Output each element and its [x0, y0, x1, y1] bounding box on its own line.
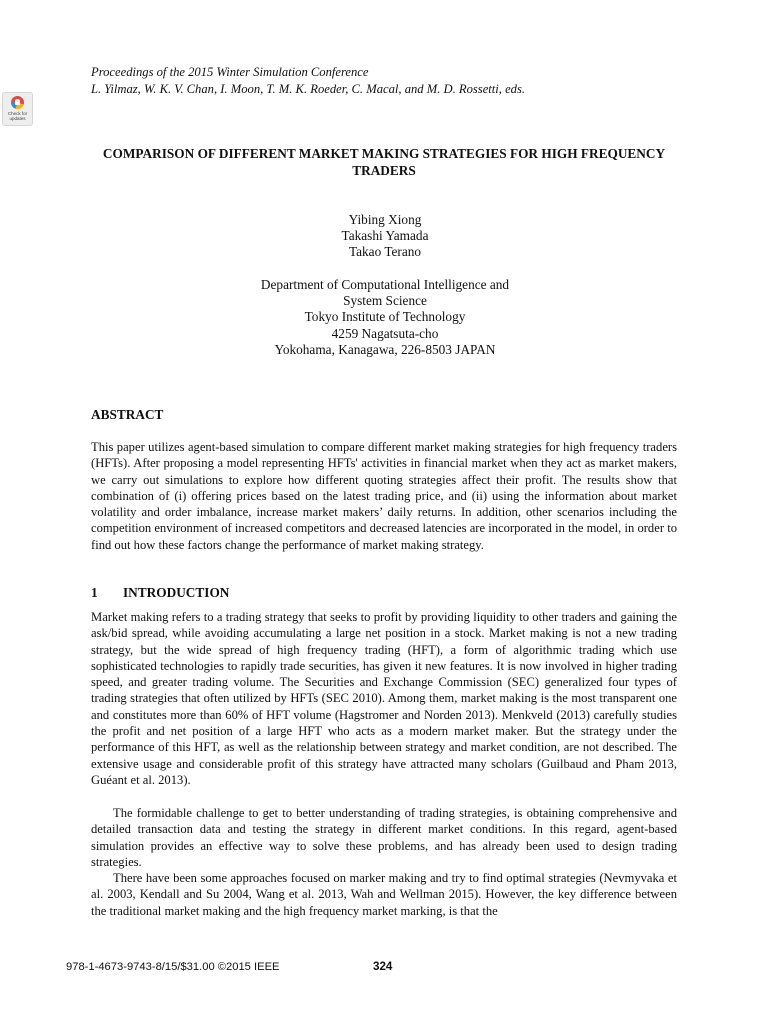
footer-isbn: 978-1-4673-9743-8/15/$31.00 ©2015 IEEE [66, 961, 280, 973]
proceedings-title: Proceedings of the 2015 Winter Simulation Conference [91, 65, 369, 79]
section-number: 1 [91, 585, 98, 600]
author-list [235, 212, 535, 261]
affiliation-line: Department of Computational Intelligence and [260, 277, 510, 292]
abstract-text: This paper utilizes agent-based simulation to compare different market making strategies for high frequency traders (HFTs). After proposing a model representing HFTs' activities in financial market when they act as market makers, we carry out simulations to explore how different quoting strategies affect their profit. The results show that combination of (i) offering prices based on the latest trading price, and (ii) using the information about market volatility and order imbalance, increase market makers’ daily returns. In addition, other scenarios including the competition environment of increased competitors and decreased latencies are incorporated in the model, in order to find out how these factors change the performance of market making strategy. [91, 440, 677, 552]
affiliation-line: System Science [343, 293, 427, 309]
proceedings-header [91, 64, 525, 97]
affiliation-line: Tokyo Institute of Technology [304, 309, 466, 325]
body-paragraph: There have been some approaches focused on marker making and try to find optimal strategies (Nevmyvaka et al. 2003, Kendall and Su 2004, Wang et al. 2013, Wah and Wellman 2015). However, the key difference between the traditional market making and the high frequency market marking, is that the [91, 871, 677, 918]
check-for-updates-label: Check for updates [7, 111, 28, 121]
author-name: Takao Terano [348, 244, 422, 260]
paper-title: COMPARISON OF DIFFERENT MARKET MAKING STRATEGIES FOR HIGH FREQUENCY TRADERS [102, 146, 666, 178]
author-name: Takashi Yamada [341, 228, 429, 244]
section-heading-introduction [91, 585, 229, 601]
page-number: 324 [373, 960, 393, 973]
body-paragraph: Market making refers to a trading strategy that seeks to profit by providing liquidity to other traders and gaining the ask/bid spread, while avoiding accumulating a large net position in a stock. Market making is not a new trading strategy, but the wide spread of high frequency trading (HFT), a form of algorithmic trading which use sophisticated technologies to rapidly trade securities, has given it new features. It is now involved in higher trading speed, and greater trading volume. The Securities and Exchange Commission (SEC) generalized four types of trading strategies that often utilized by HFTs (SEC 2010). Among them, market making is the most transparent one and constitutes more than 60% of HFT volume (Hagstromer and Norden 2013). Menkveld (2013) carefully studies the profit and net position of a large HFT who acts as a modern market maker. But the strategy under the performance of this HFT, as well as the relationship between strategy and market condition, are not described. The extensive usage and considerable profit of this strategy have attracted many scholars (Guilbaud and Pham 2013, Guéant et al. 2013). [91, 610, 677, 787]
body-paragraph: The formidable challenge to get to better understanding of trading strategies, is obtaining comprehensive and detailed transaction data and testing the strategy in different market conditions. In this regard, agent-based simulation provides an effective way to solve these problems, and has already been used to design trading strategies. [91, 806, 677, 869]
affiliation-block [235, 277, 535, 358]
author-name: Yibing Xiong [348, 212, 422, 227]
check-for-updates-icon [11, 96, 24, 109]
check-for-updates-badge[interactable] [2, 92, 33, 126]
affiliation-line: Yokohama, Kanagawa, 226-8503 JAPAN [274, 341, 496, 357]
affiliation-line: 4259 Nagatsuta-cho [331, 325, 439, 341]
section-title: INTRODUCTION [123, 585, 230, 600]
abstract-heading: ABSTRACT [91, 407, 164, 422]
proceedings-editors: L. Yilmaz, W. K. V. Chan, I. Moon, T. M. K. Roeder, C. Macal, and M. D. Rossetti, eds. [91, 81, 526, 96]
